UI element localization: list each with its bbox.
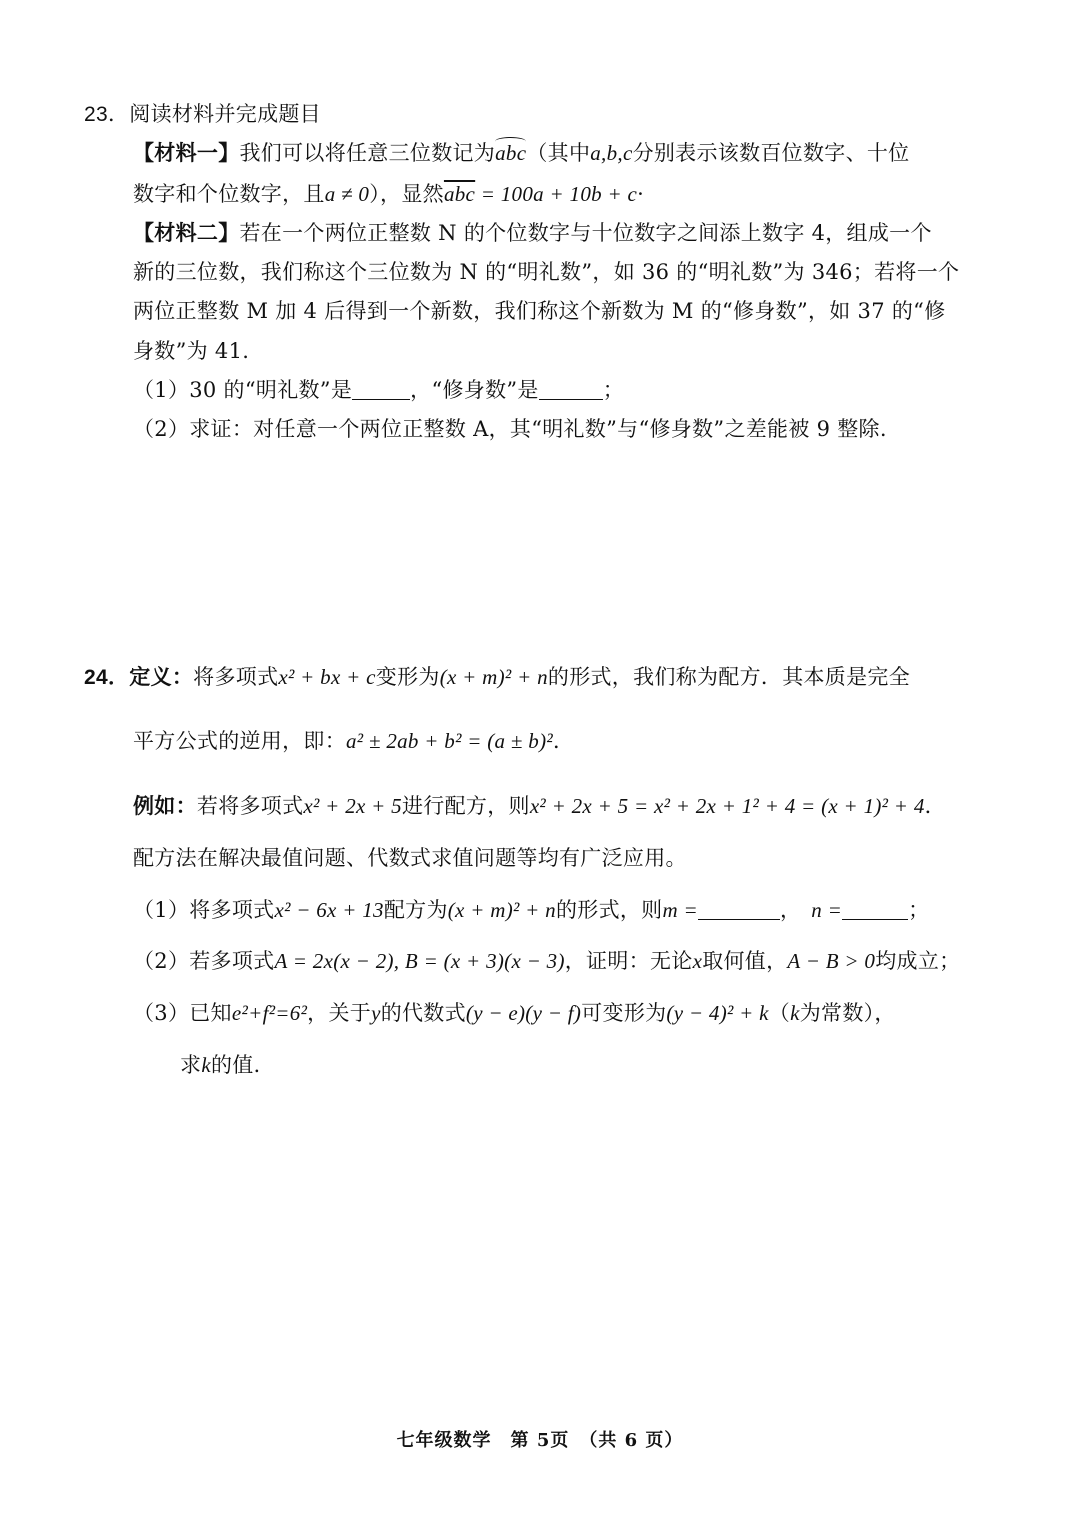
q23-material1-line1	[133, 139, 909, 167]
q23-part1	[133, 376, 624, 404]
q23-material2-line2: 新的三位数，我们称这个三位数为 N 的“明礼数”，如 36 的“明礼数”为 346；若将一个	[133, 260, 960, 284]
q23-p1-text-a: （1）30 的“明礼数”是	[133, 378, 353, 402]
q24-p3-c: 的代数式	[380, 1001, 466, 1025]
q24-def-label: 定义：	[129, 664, 194, 689]
q23-material1-line2	[133, 180, 644, 208]
q24-form1: (x + m)² + n	[439, 665, 548, 689]
q24-number: 24．	[84, 666, 130, 689]
q24-line2-b: ．	[552, 729, 575, 753]
q24-p2-c: 取何值，	[702, 949, 788, 973]
q23-title: 阅读材料并完成题目	[129, 102, 321, 126]
q23-p1-blank-xiushen[interactable]	[539, 379, 603, 400]
q23-abc-arc: abc	[495, 141, 527, 165]
q23-p1-text-b: ，“修身数”是	[410, 378, 539, 402]
q24-def-a: 将多项式	[193, 665, 279, 689]
q23-number: 23．	[84, 103, 130, 126]
q23-m1-text-b: （其中	[526, 141, 591, 165]
q24-def-b: 变形为	[375, 665, 440, 689]
q24-p1-end: ；	[908, 898, 930, 922]
q24-p3-line2-b: 的值.	[210, 1053, 261, 1077]
q24-p2-b: ，证明：无论	[564, 949, 693, 973]
q24-p1-a: （1）将多项式	[133, 898, 275, 922]
q23-p1-text-c: ；	[602, 378, 625, 402]
q24-part3-line2	[180, 1051, 261, 1079]
q24-p1-n: n =	[811, 898, 843, 922]
q24-p3-line2-a: 求	[180, 1053, 202, 1077]
q24-p3-b: ，关于	[307, 1001, 372, 1025]
q24-p1-c: 的形式，则	[555, 898, 663, 922]
q23-m1-dot: ·	[637, 182, 645, 206]
q24-def-c: 的形式，我们称为配方．其本质是完全	[547, 665, 911, 689]
q24-line2-a: 平方公式的逆用，即：	[133, 729, 346, 753]
q23-p1-blank-mingli[interactable]	[352, 379, 410, 400]
q23-m1-line2-a: 数字和个位数字，且	[133, 182, 325, 206]
q24-part1	[133, 896, 929, 924]
q23-m1-expr: = 100a + 10b + c	[475, 182, 638, 206]
q24-p2-a: （2）若多项式	[133, 949, 275, 973]
q24-ex-label: 例如：	[133, 793, 197, 818]
q24-p3-a: （3）已知	[133, 1001, 232, 1025]
q24-identity: a² ± 2ab + b² = (a ± b)²	[346, 729, 553, 753]
q24-p2-expr: A = 2x(x − 2), B = (x + 3)(x − 3)	[274, 949, 565, 973]
q23-material1-label: 【材料一】	[133, 140, 240, 165]
q24-ex-a: 若将多项式	[196, 794, 304, 818]
q24-p3-form: (y − 4)² + k	[666, 1001, 769, 1025]
q24-p1-blank-m[interactable]	[698, 899, 780, 920]
q23-m2-line1-text: 若在一个两位正整数 N 的个位数字与十位数字之间添上数字 4，组成一个	[239, 221, 932, 245]
q24-definition-line2	[133, 727, 574, 755]
q24-p1-blank-n[interactable]	[842, 899, 908, 920]
q24-p3-line2-k: k	[201, 1053, 211, 1077]
q24-p1-b: 配方为	[383, 898, 448, 922]
q24-example-line	[133, 792, 946, 820]
page-footer: 七年级数学 第 5页 （共 6 页）	[396, 1430, 684, 1451]
q24-ex-b: 进行配方，则	[402, 794, 530, 818]
q23-part2: （2）求证：对任意一个两位正整数 A，其“明礼数”与“修身数”之差能被 9 整除.	[133, 417, 887, 441]
q23-abc-overline: $\overline{abc}$	[443, 182, 476, 206]
q24-p1-sep: ，	[779, 898, 802, 922]
q23-m1-cond: a ≠ 0	[324, 182, 370, 206]
q24-ex-c: ．	[924, 794, 946, 818]
q24-definition-line1	[84, 663, 910, 692]
q24-ex-expr: x² + 2x + 5 = x² + 2x + 1² + 4 = (x + 1)² + 4	[529, 794, 925, 818]
q24-p3-y: y	[371, 1001, 381, 1025]
q24-p2-d: 均成立；	[875, 949, 961, 973]
q23-m1-text-a: 我们可以将任意三位数记为	[239, 141, 496, 165]
q24-application-line: 配方法在解决最值问题、代数式求值问题等均有广泛应用。	[133, 846, 687, 870]
q23-material2-line4: 身数”为 41.	[133, 339, 250, 363]
q24-p1-form: (x + m)² + n	[447, 898, 556, 922]
q24-p3-eq: e²+f²=6²	[231, 1001, 308, 1025]
q24-part3-line1	[133, 999, 896, 1027]
q24-p3-e: （	[768, 1001, 791, 1025]
q23-material2-label: 【材料二】	[133, 220, 240, 245]
q23-m1-line2-b: ），显然	[369, 182, 444, 206]
q23-material2-line1	[133, 219, 932, 247]
q24-p3-k: k	[790, 1001, 800, 1025]
q24-p2-ineq: A − B > 0	[787, 949, 876, 973]
q23-m1-text-c: 分别表示该数百位数字、十位	[632, 141, 910, 165]
q24-ex-poly: x² + 2x + 5	[303, 794, 402, 818]
q24-part2	[133, 947, 960, 975]
q24-poly1: x² + bx + c	[278, 665, 376, 689]
q23-title-line	[84, 100, 321, 129]
q24-p3-f: 为常数），	[799, 1001, 896, 1025]
q24-p1-m: m =	[662, 898, 698, 922]
q24-p3-d: 可变形为	[581, 1001, 667, 1025]
q24-p3-expr: (y − e)(y − f)	[465, 1001, 582, 1025]
q24-p1-poly: x² − 6x + 13	[274, 898, 384, 922]
q23-material2-line3: 两位正整数 M 加 4 后得到一个新数，我们称这个新数为 M 的“修身数”，如 37 的“修	[133, 299, 946, 323]
q23-m1-vars: a,b,c	[590, 141, 633, 165]
q24-p2-x: x	[692, 949, 703, 973]
